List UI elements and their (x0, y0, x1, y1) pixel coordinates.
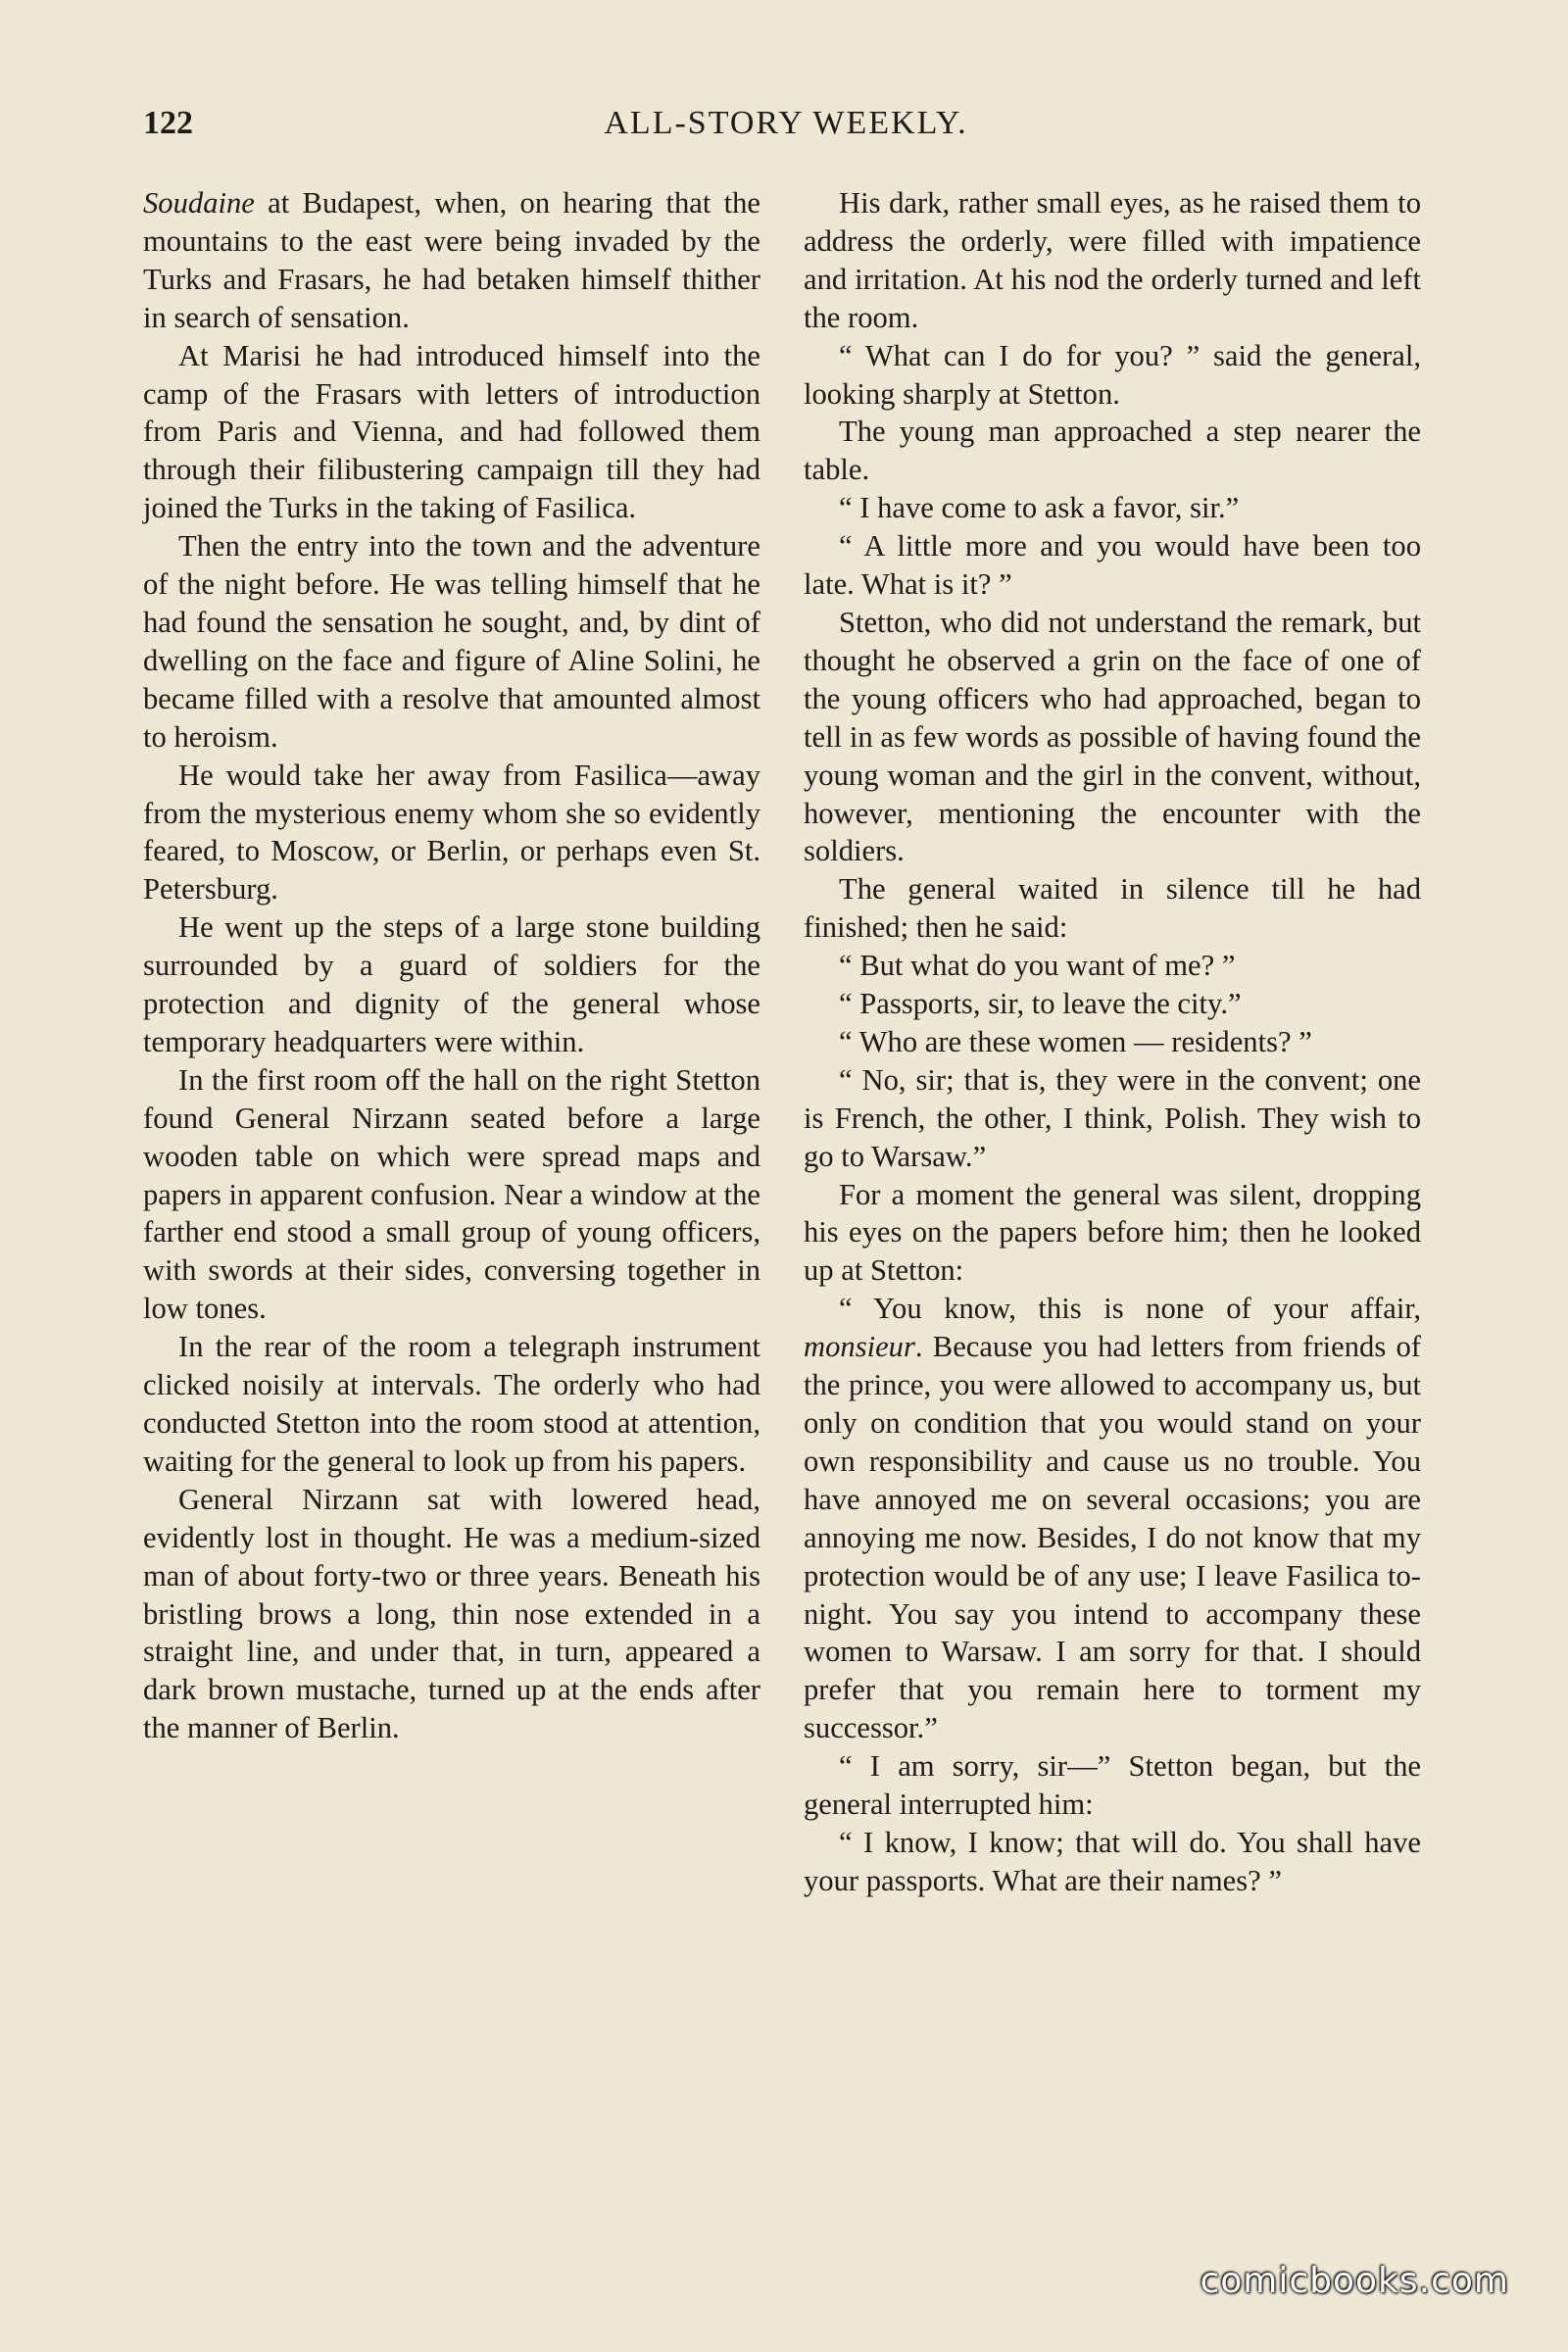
paragraph: He went up the steps of a large stone building surrounded by a guard of soldiers for the protection and dignity of the general whose temporary headquarters were within. (143, 910, 760, 1058)
italic-word: monsieur (804, 1330, 915, 1364)
paragraph: “ I have come to ask a favor, sir.” (839, 491, 1240, 525)
paragraph: In the rear of the room a telegraph instrument clicked noisily at intervals. The orderly who had conducted Stetton into the room stood at attention, waiting for the general to look up from his papers. (143, 1330, 760, 1478)
running-title: ALL-STORY WEEKLY. (604, 105, 968, 141)
paragraph: He would take her away from Fasilica—away from the mysterious enemy whom she so evidently feared, to Moscow, or Berlin, or perhaps even St. Petersburg. (143, 758, 760, 906)
paragraph-text: . Because you had letters from friends of the prince, you were allowed to accompany us, but only on condition that you would stand on your own responsibility and cause us no trouble. You have annoyed me on several occasions; you are annoying me now. Besides, I do not know that my protection would be of any use; I leave Fasilica to-night. You say you intend to accompany these women to Warsaw. I am sorry for that. I should prefer that you remain here to torment my successor.” (804, 1330, 1421, 1745)
paragraph: “ I am sorry, sir—” Stetton began, but the general interrupted him: (804, 1749, 1421, 1822)
paragraph: For a moment the general was silent, dropping his eyes on the papers before him; then he looked up at Stetton: (804, 1177, 1421, 1288)
watermark: comicbooks.com (1200, 2261, 1509, 2301)
right-column (804, 184, 1421, 1900)
paragraph: “ No, sir; that is, they were in the convent; one is French, the other, I think, Polish. They wish to go to Warsaw.” (804, 1062, 1421, 1173)
paragraph: “ A little more and you would have been too late. What is it? ” (804, 529, 1421, 602)
paragraph: General Nirzann sat with lowered head, evidently lost in thought. He was a medium-sized man of about forty-two or three years. Beneath his bristling brows a long, thin nose extended in a straight line, and under that, in turn, appeared a dark brown mustache, turned up at the ends after the manner of Berlin. (143, 1482, 760, 1745)
paragraph: The young man approached a step nearer the table. (804, 415, 1421, 487)
paragraph (804, 1290, 1421, 1747)
paragraph: “ What can I do for you? ” said the general, looking sharply at Stetton. (804, 338, 1421, 411)
paragraph (143, 184, 760, 337)
paragraph: “ But what do you want of me? ” (839, 949, 1236, 983)
paragraph: Then the entry into the town and the adventure of the night before. He was telling himself that he had found the sensation he sought, and, by dint of dwelling on the face and figure of Aline Solini, he became filled with a resolve that amounted almost to heroism. (143, 529, 760, 754)
paragraph: In the first room off the hall on the right Stetton found General Nirzann seated before a large wooden table on which were spread maps and papers in apparent confusion. Near a window at the farther end stood a small group of young officers, with swords at their sides, conversing together in low tones. (143, 1062, 760, 1326)
paragraph: “ Passports, sir, to leave the city.” (839, 987, 1242, 1021)
paragraph-text: at Budapest, when, on hearing that the mountains to the east were being invaded by the Turks and Frasars, he had betaken himself thither in search of sensation. (143, 186, 760, 334)
paragraph: His dark, rather small eyes, as he raised them to address the orderly, were filled with impatience and irritation. At his nod the orderly turned and left the room. (804, 186, 1421, 334)
left-column (143, 184, 760, 1747)
page-header (143, 102, 1429, 145)
paragraph: The general waited in silence till he had finished; then he said: (804, 872, 1421, 945)
paragraph: “ Who are these women — residents? ” (839, 1024, 1312, 1058)
italic-word: Soudaine (143, 186, 255, 220)
paragraph-text: “ You know, this is none of your affair, (839, 1292, 1421, 1326)
paragraph: At Marisi he had introduced himself into the camp of the Frasars with letters of introduction from Paris and Vienna, and had followed them through their filibustering campaign till they had joined the Turks in the taking of Fasilica. (143, 338, 760, 525)
paragraph: “ I know, I know; that will do. You shall have your passports. What are their names? ” (804, 1825, 1421, 1897)
paragraph: Stetton, who did not understand the remark, but thought he observed a grin on the face of one of the young officers who had approached, began to tell in as few words as possible of having found the young woman and the girl in the convent, without, however, mentioning the encounter with the soldiers. (804, 605, 1421, 868)
page-number: 122 (143, 105, 193, 141)
